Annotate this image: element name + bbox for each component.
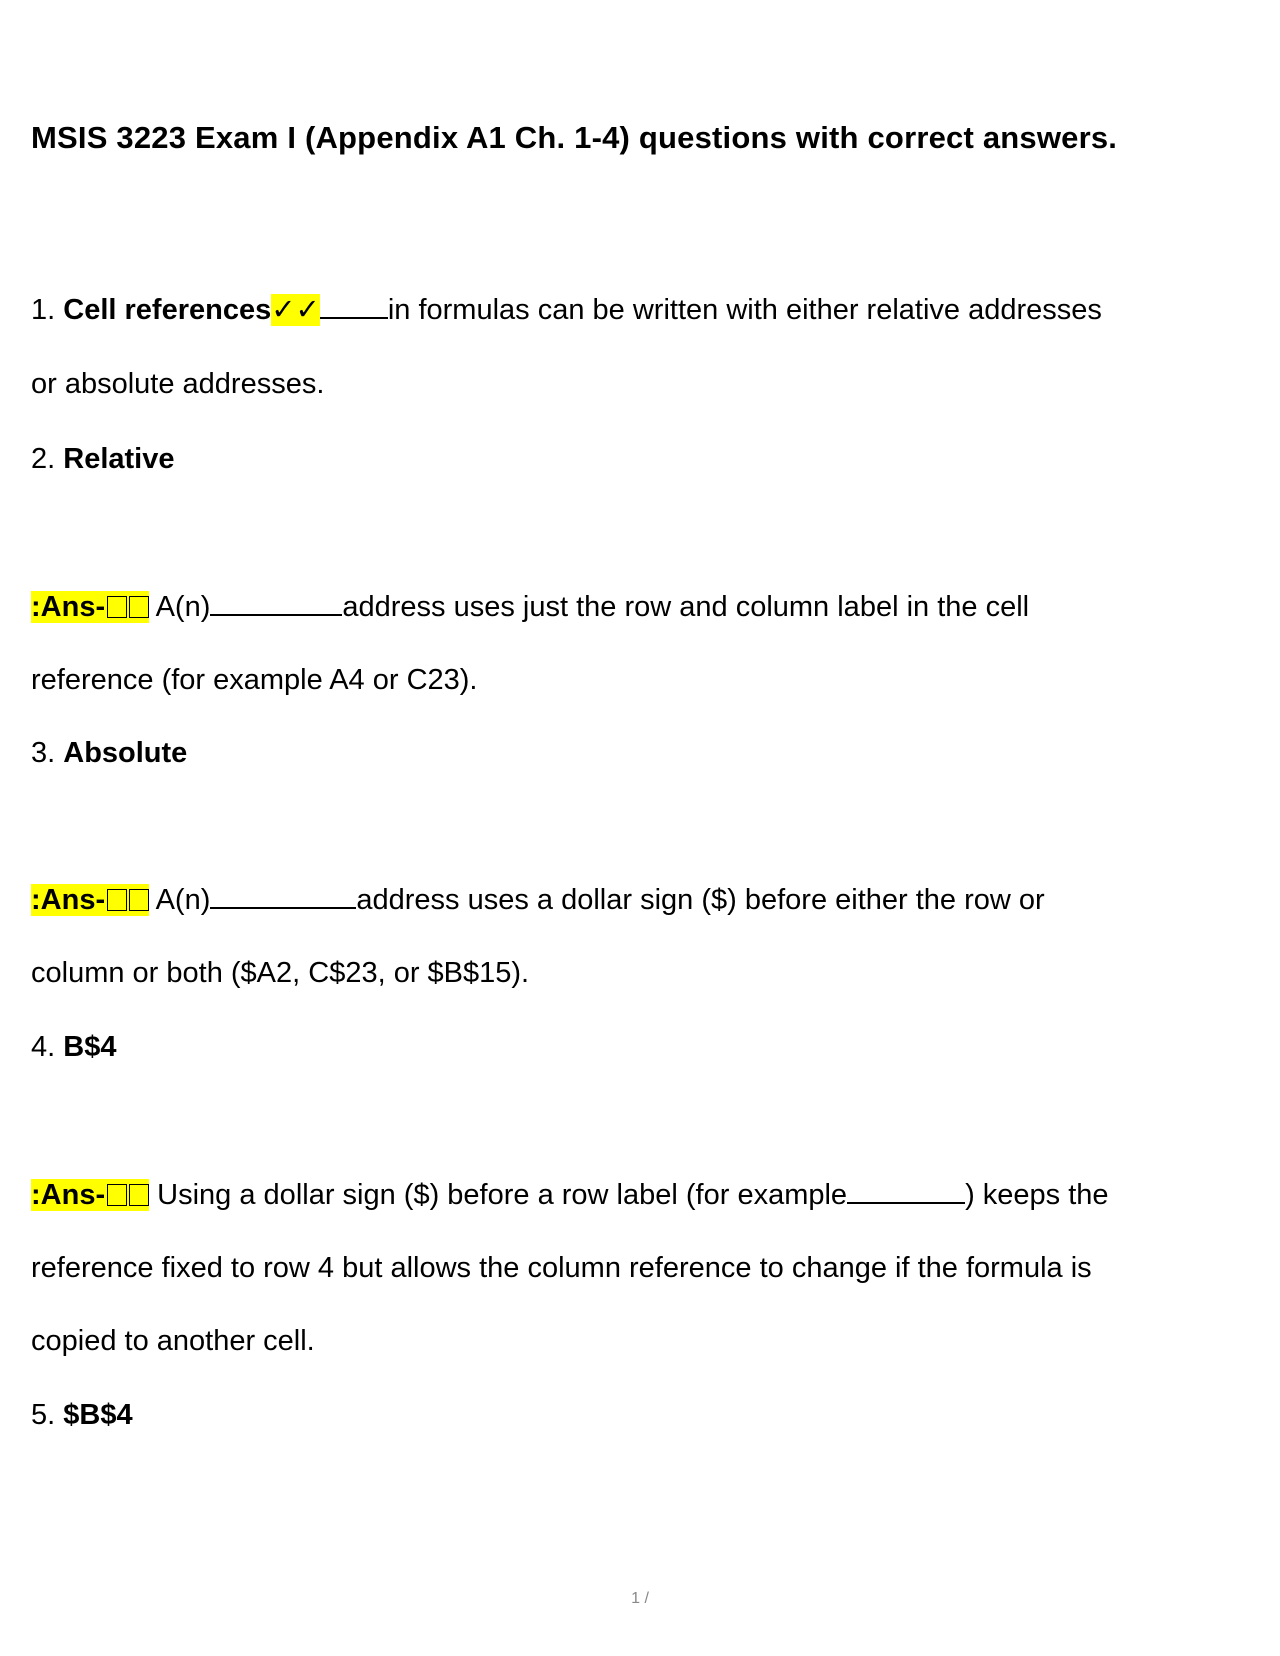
checkbox-icon (107, 596, 127, 618)
document-title: MSIS 3223 Exam I (Appendix A1 Ch. 1-4) questions with correct answers. (31, 120, 1118, 155)
answer-text: address uses a dollar sign ($) before either the row or (356, 884, 1045, 916)
question-4-line (31, 1027, 116, 1067)
question-5-line (31, 1395, 133, 1435)
answer-2-continuation: reference (for example A4 or C23). (31, 664, 478, 696)
question-number: 5. (31, 1399, 56, 1431)
answer-text: address uses just the row and column label in the cell (342, 591, 1030, 623)
question-text: in formulas can be written with either relative addresses (387, 294, 1102, 326)
question-number: 4. (31, 1031, 56, 1063)
answer-3-line (31, 880, 1045, 920)
answer-2-line (31, 587, 1029, 627)
question-1-continuation: or absolute addresses. (31, 368, 325, 400)
question-number: 3. (31, 737, 56, 769)
answer-4-line (31, 1175, 1109, 1215)
answer-prefix: A(n) (155, 591, 211, 623)
question-number: 1. (31, 294, 56, 326)
fill-blank (210, 590, 342, 616)
answer-label: :Ans- (31, 884, 149, 916)
question-term: Absolute (63, 737, 188, 769)
checkbox-icon (129, 889, 149, 911)
checkbox-icon (129, 1184, 149, 1206)
answer-label: :Ans- (31, 1179, 149, 1211)
answer-4-continuation: reference fixed to row 4 but allows the column reference to change if the formula is (31, 1252, 1092, 1284)
checkbox-icon (107, 1184, 127, 1206)
fill-blank (210, 883, 356, 909)
question-term: $B$4 (63, 1399, 133, 1431)
checkmarks-highlight: ✓✓ (271, 294, 320, 326)
fill-blank (320, 293, 388, 319)
answer-4-continuation-2: copied to another cell. (31, 1325, 315, 1357)
question-term: Relative (63, 443, 175, 475)
question-2-line (31, 439, 174, 479)
question-number: 2. (31, 443, 56, 475)
answer-label: :Ans- (31, 591, 149, 623)
question-1-line (31, 290, 1102, 330)
question-3-line (31, 733, 187, 773)
answer-prefix: Using a dollar sign ($) before a row label (for example (157, 1179, 848, 1211)
answer-3-continuation: column or both ($A2, C$23, or $B$15). (31, 957, 530, 989)
fill-blank (847, 1178, 965, 1204)
question-term: B$4 (63, 1031, 117, 1063)
answer-prefix: A(n) (155, 884, 211, 916)
page-number: 1 / (631, 1590, 649, 1607)
question-term: Cell references (63, 294, 272, 326)
answer-text: ) keeps the (965, 1179, 1109, 1211)
checkbox-icon (107, 889, 127, 911)
checkbox-icon (129, 596, 149, 618)
